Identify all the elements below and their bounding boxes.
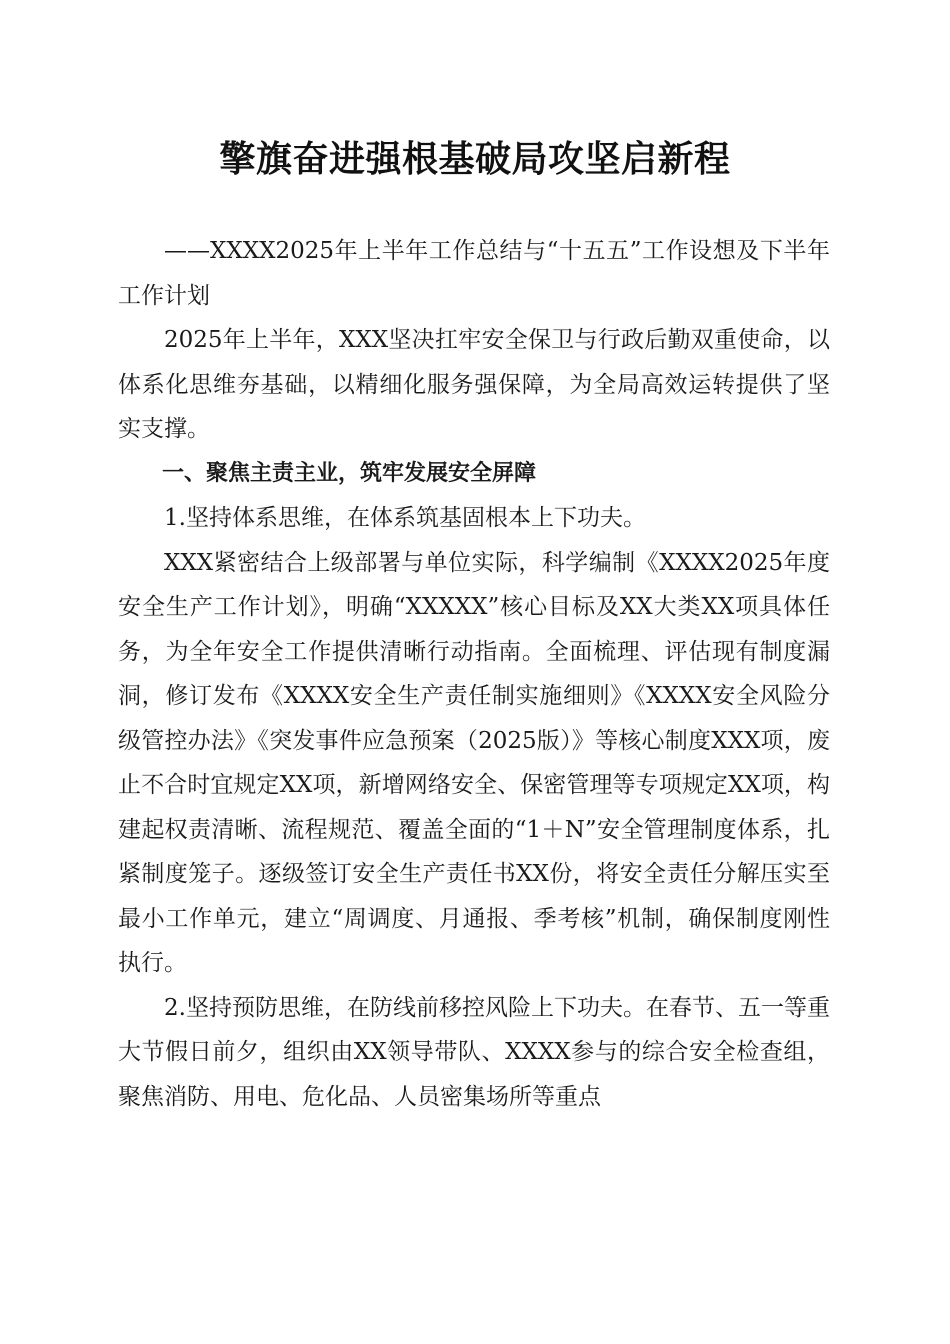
document-body xyxy=(118,229,830,1119)
item-heading: 1.坚持体系思维，在体系筑基固根本上下功夫。 xyxy=(164,505,646,531)
body-paragraph: XXX紧密结合上级部署与单位实际，科学编制《XXXX2025年度安全生产工作计划》，明确“XXXXX”核心目标及XX大类XX项具体任务，为全年安全工作提供清晰行动指南。全面梳理、评估现有制度漏洞，修订发布《XXXX安全生产责任制实施细则》《XXXX安全风险分级管控办法》《突发事件应急预案（2025版）》等核心制度XXX项，废止不合时宜规定XX项，新增网络安全、保密管理等专项规定XX项，构建起权责清晰、流程规范、覆盖全面的“1＋N”安全管理制度体系，扎紧制度笼子。逐级签订安全生产责任书XX份，将安全责任分解压实至最小工作单元，建立“周调度、月通报、季考核”机制，确保制度刚性执行。 xyxy=(118,549,830,976)
intro-paragraph: 2025年上半年，XXX坚决扛牢安全保卫与行政后勤双重使命，以体系化思维夯基础，以精细化服务强保障，为全局高效运转提供了坚实支撑。 xyxy=(118,327,830,442)
section-heading: 一、聚焦主责主业，筑牢发展安全屏障 xyxy=(162,460,537,486)
body-paragraph: 2.坚持预防思维，在防线前移控风险上下功夫。在春节、五一等重大节假日前夕，组织由XX领导带队、XXXX参与的综合安全检查组，聚焦消防、用电、危化品、人员密集场所等重点 xyxy=(118,994,830,1110)
document-subtitle: ——XXXX2025年上半年工作总结与“十五五”工作设想及下半年工作计划 xyxy=(118,238,830,309)
document-title: 擎旗奋进强根基破局攻坚启新程 xyxy=(219,138,731,180)
